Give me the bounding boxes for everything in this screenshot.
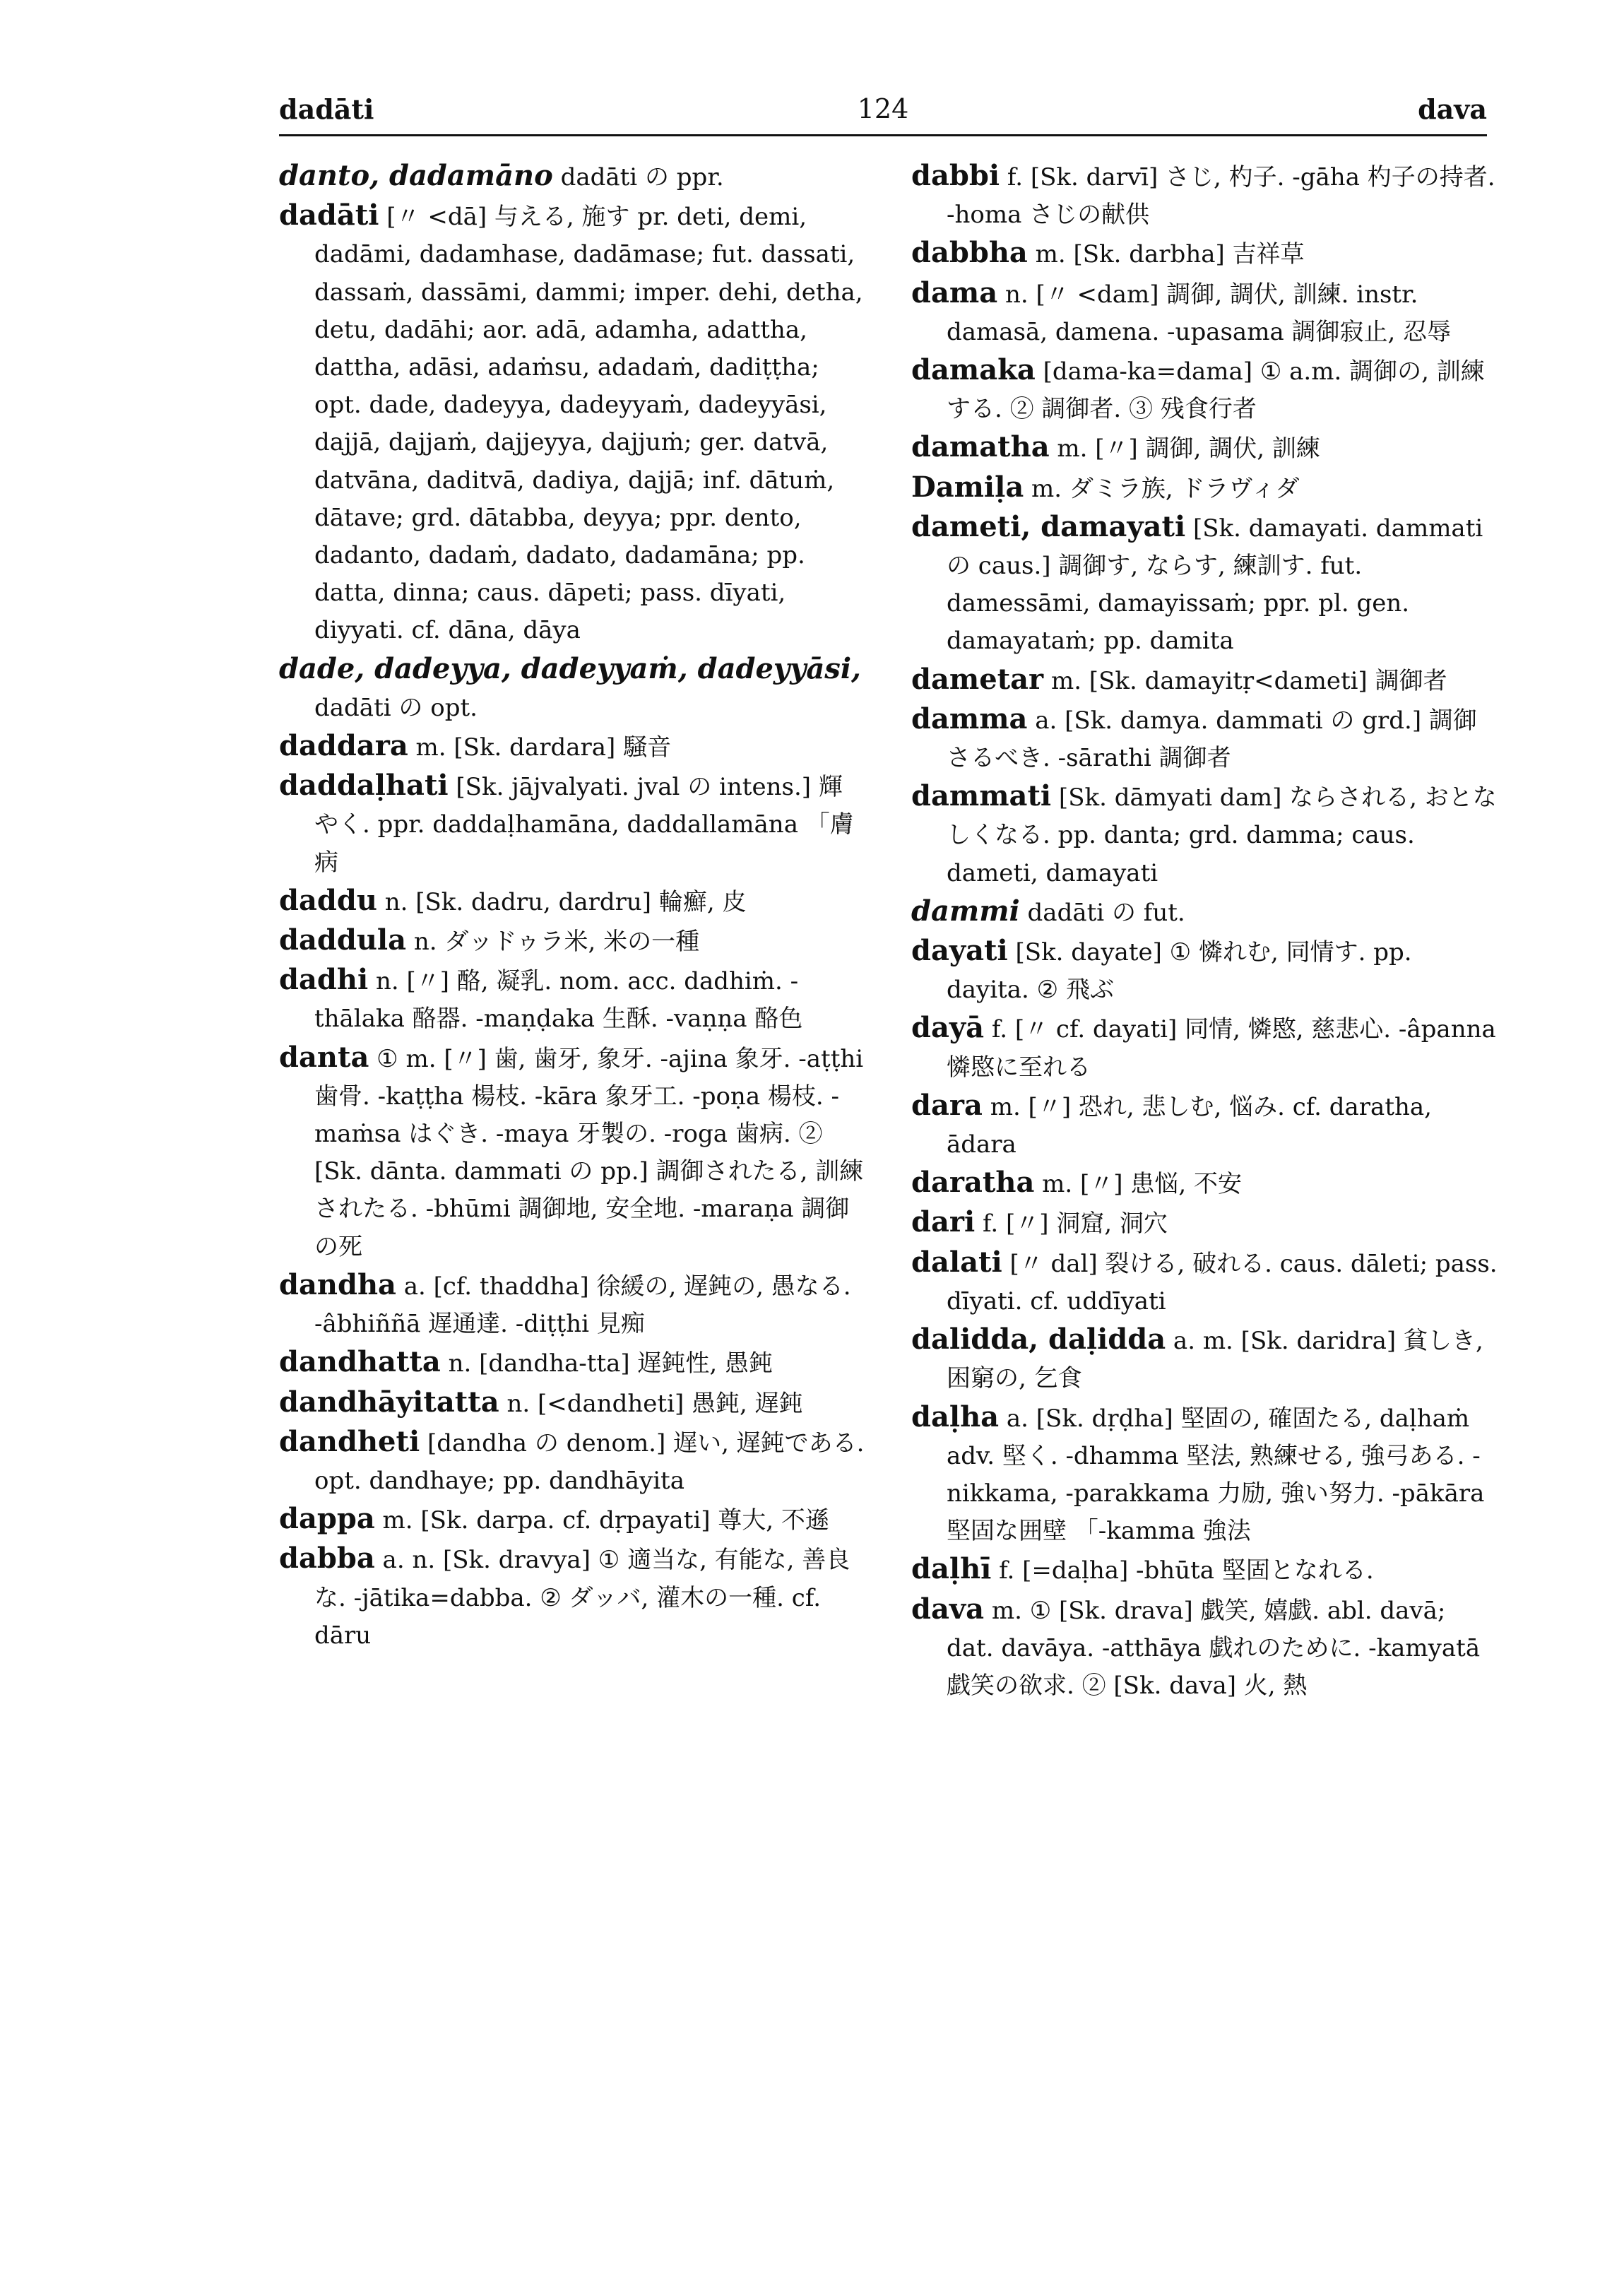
entry-definition: [dama-ka=dama] ① a.m. 調御の, 訓練する. ② 調御者. ③ 残食行者 — [947, 357, 1485, 424]
dictionary-entry — [279, 921, 865, 961]
entry-definition: [Sk. damayati. dammati の caus.] 調御す, ならす, 練訓す. fut. damessāmi, damayissaṁ; ppr. pl. gen. damayataṁ; pp. damita — [947, 514, 1483, 656]
entry-headword: dadāti — [279, 199, 379, 232]
entry-headword: daḷhī — [911, 1552, 992, 1586]
entry-headword: dappa — [279, 1502, 375, 1536]
entry-headword: dade, dadeyya, dadeyyaṁ, dadeyyāsi, — [279, 651, 861, 685]
dictionary-entry — [911, 1550, 1498, 1590]
entry-definition: n. [〃 <dam] 調御, 調伏, 訓練. instr. damasā, damena. -upasama 調御寂止, 忍辱 — [947, 280, 1452, 346]
entry-headword: Damiḷa — [911, 470, 1024, 504]
dictionary-entry — [279, 961, 865, 1038]
entry-definition: n. [Sk. dadru, dardru] 輪癬, 皮 — [377, 887, 747, 916]
entry-definition: [dandha の denom.] 遅い, 遅鈍である. opt. dandhaye; pp. dandhāyita — [314, 1429, 865, 1495]
entry-headword: damma — [911, 702, 1028, 735]
dictionary-entry — [911, 508, 1498, 661]
entry-headword: danta — [279, 1040, 369, 1074]
entry-headword: dalati — [911, 1245, 1002, 1279]
entry-definition: f. [〃 cf. dayati] 同情, 憐愍, 慈悲心. -âpanna 憐愍に至れる — [947, 1015, 1496, 1082]
dictionary-entry — [911, 274, 1498, 351]
right-column — [911, 157, 1498, 1705]
entry-headword: dayati — [911, 934, 1008, 968]
dictionary-entry — [279, 1383, 865, 1423]
entry-headword: damaka — [911, 353, 1036, 387]
entry-definition: a. n. [Sk. dravya] ① 適当な, 有能な, 善良な. -jātika=dabba. ② ダッバ, 灌木の一種. cf. dāru — [314, 1546, 850, 1650]
dictionary-entry — [279, 1500, 865, 1539]
dictionary-entry — [911, 1243, 1498, 1320]
dictionary-entry — [911, 661, 1498, 700]
entry-definition: m. [〃] 調御, 調伏, 訓練 — [1049, 434, 1320, 463]
entry-headword: dava — [911, 1592, 985, 1626]
entry-definition: m. [Sk. damayitṛ<dameti] 調御者 — [1043, 666, 1447, 695]
dictionary-entry — [911, 351, 1498, 428]
entry-definition: f. [Sk. darvī] さじ, 杓子. -gāha 杓子の持者. -homa さじの献供 — [947, 163, 1495, 230]
dictionary-entry — [279, 1539, 865, 1655]
entry-definition: m. [Sk. dardara] 騒音 — [408, 733, 672, 762]
entry-headword: daddu — [279, 883, 377, 917]
page-number: 124 — [857, 93, 909, 124]
entry-headword: dandheti — [279, 1424, 420, 1458]
entry-definition: [Sk. jājvalyati. jval の intens.] 輝やく. ppr. daddaḷhamāna, daddallamāna 「膚病 — [314, 773, 854, 877]
dictionary-entry — [279, 1266, 865, 1343]
dictionary-entry — [911, 777, 1498, 892]
entry-headword: daḷha — [911, 1400, 1000, 1433]
entry-definition: dadāti の opt. — [314, 693, 478, 722]
dictionary-entry — [911, 1087, 1498, 1164]
entry-headword: daddara — [279, 729, 408, 763]
entry-definition: a. [cf. thaddha] 徐緩の, 遅鈍の, 愚なる. -âbhiññā 遅通達. -diṭṭhi 見痴 — [314, 1272, 851, 1339]
dictionary-entry — [911, 1164, 1498, 1203]
entry-definition: m. [Sk. darbha] 吉祥草 — [1027, 240, 1305, 269]
dictionary-entry — [911, 468, 1498, 508]
entry-definition: m. ダミラ族, ドラヴィダ — [1024, 474, 1300, 503]
entry-definition: dadāti の fut. — [1019, 898, 1185, 927]
entry-headword: dammi — [911, 894, 1020, 928]
entry-definition: a. m. [Sk. daridra] 貧しき, 困窮の, 乞食 — [947, 1327, 1483, 1393]
dictionary-entry — [911, 428, 1498, 468]
entry-headword: dari — [911, 1205, 976, 1239]
running-head-left: dadāti — [279, 93, 374, 125]
dictionary-entry — [279, 882, 865, 921]
dictionary-entry — [279, 196, 865, 649]
entry-headword: daratha — [911, 1166, 1035, 1200]
left-column — [279, 157, 865, 1655]
dictionary-entry — [911, 1203, 1498, 1243]
entry-headword: dabba — [279, 1542, 375, 1575]
dictionary-entry — [911, 932, 1498, 1009]
entry-definition: f. [〃] 洞窟, 洞穴 — [975, 1210, 1168, 1238]
dictionary-entry — [279, 727, 865, 767]
entry-headword: dadhi — [279, 963, 369, 997]
page-header — [279, 89, 1487, 136]
entry-definition: a. [Sk. dṛḍha] 堅固の, 確固たる, daḷhaṁ adv. 堅く. -dhamma 堅法, 熟練せる, 強弓ある. -nikkama, -parakkama 力励, 強い努力. -pākāra 堅固な囲壁 「-kamma 強法 — [947, 1404, 1485, 1546]
entry-definition: ① m. [〃] 歯, 歯牙, 象牙. -ajina 象牙. -aṭṭhi 歯骨. -kaṭṭha 楊枝. -kāra 象牙工. -poṇa 楊枝. -maṁsa はぐき. -maya 牙製の. -roga 歯病. ② [Sk. dānta. dammati の pp.] 調御されたる, 訓練されたる. -bhūmi 調御地, 安全地. -maraṇa 調御の死 — [314, 1044, 864, 1261]
dictionary-entry — [279, 1423, 865, 1500]
entry-definition: [Sk. dayate] ① 憐れむ, 同情す. pp. dayita. ② 飛ぶ — [947, 938, 1412, 1005]
dictionary-entry — [279, 1039, 865, 1266]
entry-headword: dayā — [911, 1011, 985, 1045]
entry-definition: f. [=daḷha] -bhūta 堅固となれる. — [991, 1556, 1374, 1585]
entry-definition: a. [Sk. damya. dammati の grd.] 調御さるべき. -sārathi 調御者 — [947, 706, 1477, 773]
entry-headword: dara — [911, 1088, 983, 1122]
entry-definition: m. [〃] 恐れ, 悲しむ, 悩み. cf. daratha, ādara — [947, 1092, 1432, 1159]
entry-definition: m. [Sk. darpa. cf. dṛpayati] 尊大, 不遜 — [374, 1506, 829, 1535]
entry-headword: dalidda, daḷidda — [911, 1323, 1166, 1356]
dictionary-entry — [279, 157, 865, 196]
entry-definition: m. ① [Sk. drava] 戯笑, 嬉戯. abl. davā; dat. davāya. -atthāya 戯れのために. -kamyatā 戯笑の欲求. ② [Sk. dava] 火, 熱 — [947, 1596, 1481, 1700]
entry-headword: dandha — [279, 1267, 396, 1301]
dictionary-entry — [911, 892, 1498, 932]
entry-definition: m. [〃] 患悩, 不安 — [1034, 1170, 1242, 1199]
entry-definition: n. [〃] 酪, 凝乳. nom. acc. dadhiṁ. -thālaka 酪器. -maṇḍaka 生酥. -vaṇṇa 酪色 — [314, 967, 803, 1034]
entry-headword: damatha — [911, 430, 1050, 464]
entry-definition: n. ダッドゥラ米, 米の一種 — [406, 928, 700, 957]
running-head-right: dava — [1418, 93, 1487, 125]
entry-headword: daddula — [279, 923, 407, 957]
dictionary-entry — [911, 234, 1498, 273]
entry-headword: dameti, damayati — [911, 509, 1186, 543]
dictionary-entry — [279, 650, 865, 727]
entry-headword: dandhatta — [279, 1345, 441, 1379]
entry-definition: [〃 dal] 裂ける, 破れる. caus. dāleti; pass. dīyati. cf. uddīyati — [947, 1249, 1498, 1315]
dictionary-entry — [911, 700, 1498, 777]
entry-headword: danto, dadamāno — [279, 159, 553, 192]
dictionary-entry — [911, 157, 1498, 234]
entry-headword: dabbi — [911, 159, 1000, 192]
entry-headword: dandhāyitatta — [279, 1385, 499, 1419]
entry-headword: dabbha — [911, 236, 1028, 270]
dictionary-entry — [911, 1009, 1498, 1086]
entry-headword: daddaḷhati — [279, 769, 449, 803]
dictionary-entry — [911, 1590, 1498, 1705]
entry-headword: dama — [911, 276, 998, 309]
dictionary-entry — [279, 767, 865, 882]
dictionary-entry — [279, 1343, 865, 1383]
entry-definition: [Sk. dāmyati dam] ならされる, おとなしくなる. pp. danta; grd. damma; caus. dameti, damayati — [947, 784, 1497, 887]
entry-definition: n. [dandha-tta] 遅鈍性, 愚鈍 — [440, 1349, 774, 1378]
entry-definition: dadāti の ppr. — [552, 163, 724, 191]
entry-headword: dametar — [911, 662, 1044, 696]
entry-definition: [〃 <dā] 与える, 施す pr. deti, demi, dadāmi, dadamhase, dadāmase; fut. dassati, dassaṁ, dassāmi, dammi; imper. dehi, detha, detu, dadāhi; aor. adā, adamha, adattha, dattha, adāsi, adaṁsu, adadaṁ, dadiṭṭha; opt. dade, dadeyya, dadeyyaṁ, dadeyyāsi, dajjā, dajjaṁ, dajjeyya, dajjuṁ; ger. datvā, datvāna, daditvā, dadiya, dajjā; inf. dātuṁ, dātave; grd. dātabba, deyya; ppr. dento, dadanto, dadaṁ, dadato, dadamāna; pp. datta, dinna; caus. dāpeti; pass. dīyati, diyyati. cf. dāna, dāya — [314, 203, 863, 645]
entry-headword: dammati — [911, 779, 1052, 813]
dictionary-entry — [911, 1320, 1498, 1397]
entry-definition: n. [<dandheti] 愚鈍, 遅鈍 — [499, 1389, 803, 1418]
dictionary-entry — [911, 1398, 1498, 1551]
